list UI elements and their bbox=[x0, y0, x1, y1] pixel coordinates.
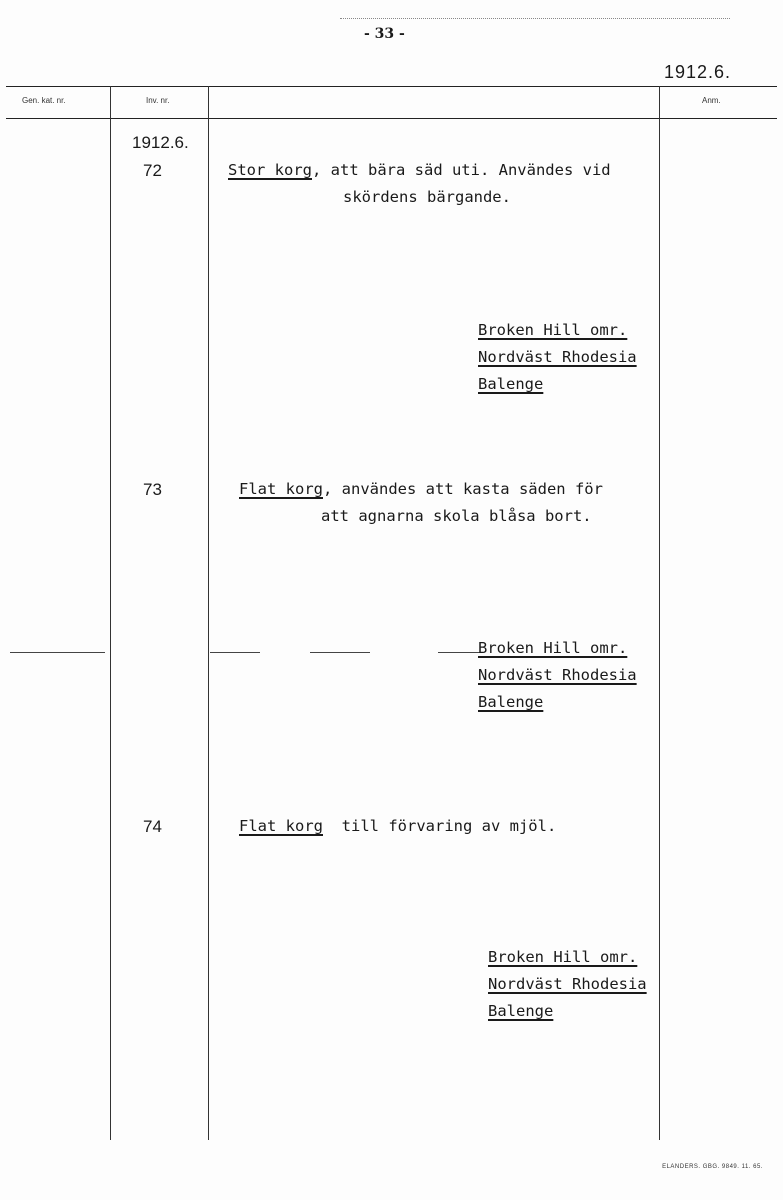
description-text: , användes att kasta säden för bbox=[323, 480, 603, 498]
object-title: Flat korg bbox=[239, 817, 323, 835]
location-people: Balenge bbox=[488, 1002, 554, 1020]
entry-description bbox=[239, 476, 603, 503]
location-block bbox=[488, 944, 647, 1025]
inv-number: 72 bbox=[143, 161, 162, 180]
location-area: Broken Hill omr. bbox=[478, 639, 628, 657]
column-header-anm: Anm. bbox=[702, 96, 721, 105]
location-people: Balenge bbox=[478, 693, 544, 711]
object-title: Stor korg bbox=[228, 161, 312, 179]
location-region: Nordväst Rhodesia bbox=[478, 666, 637, 684]
location-region: Nordväst Rhodesia bbox=[478, 348, 637, 366]
year-code-header: 1912.6. bbox=[663, 62, 731, 82]
object-title: Flat korg bbox=[239, 480, 323, 498]
inv-number: 73 bbox=[143, 480, 162, 499]
entry-description bbox=[228, 157, 611, 184]
column-header-gen-kat: Gen. kat. nr. bbox=[22, 96, 66, 105]
description-text: till förvaring av mjöl. bbox=[323, 817, 557, 835]
inv-number: 74 bbox=[143, 817, 162, 836]
printer-imprint: ELANDERS. GBG. 9849. 11. 65. bbox=[662, 1164, 763, 1170]
location-region: Nordväst Rhodesia bbox=[488, 975, 647, 993]
stray-line bbox=[438, 652, 483, 653]
location-area: Broken Hill omr. bbox=[488, 948, 638, 966]
header-bottom-rule bbox=[6, 118, 777, 119]
header-top-rule bbox=[6, 86, 777, 87]
page-number: - 33 - bbox=[364, 26, 405, 42]
description-continuation: skördens bärgande. bbox=[343, 188, 511, 206]
description-text: , att bära säd uti. Användes vid bbox=[312, 161, 611, 179]
location-block bbox=[478, 635, 637, 716]
column-divider-3 bbox=[659, 86, 660, 1140]
top-dotted-line bbox=[340, 18, 730, 23]
location-block bbox=[478, 317, 637, 398]
entry-description bbox=[239, 813, 556, 840]
column-divider-2 bbox=[208, 86, 209, 1140]
stray-line bbox=[310, 652, 370, 653]
inv-prefix: 1912.6. bbox=[132, 133, 189, 152]
stray-line bbox=[10, 652, 105, 653]
location-area: Broken Hill omr. bbox=[478, 321, 628, 339]
location-people: Balenge bbox=[478, 375, 544, 393]
description-continuation: att agnarna skola blåsa bort. bbox=[321, 507, 592, 525]
column-header-inv: Inv. nr. bbox=[146, 96, 170, 105]
stray-line bbox=[210, 652, 260, 653]
column-divider-1 bbox=[110, 86, 111, 1140]
